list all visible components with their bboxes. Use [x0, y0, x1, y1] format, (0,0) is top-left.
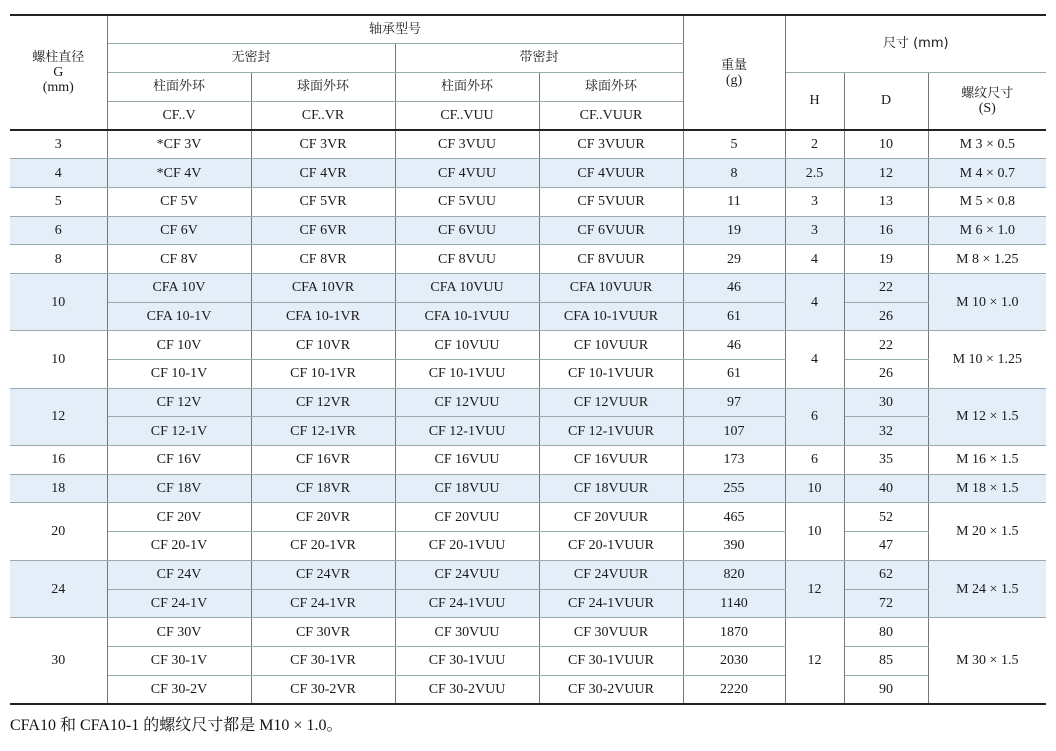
col-header-cylindrical-outer-sealed: 柱面外环 [395, 72, 539, 101]
cell-model-vuu: CF 12-1VUU [395, 417, 539, 446]
table-row [10, 675, 1046, 704]
cell-model-vr: CFA 10-1VR [251, 302, 395, 331]
cell-d: 47 [844, 532, 928, 561]
table-row [10, 560, 1046, 589]
cell-model-vuu: CF 10-1VUU [395, 360, 539, 389]
cell-model-vuu: CF 30-2VUU [395, 675, 539, 704]
col-header-bearing-model: 轴承型号 [107, 15, 683, 43]
cell-thread: M 5 × 0.8 [928, 187, 1046, 216]
thread-label: 螺纹尺寸 [961, 85, 1014, 101]
table-body [10, 130, 1046, 704]
cell-model-v: CF 12-1V [107, 417, 251, 446]
cell-model-vuur: CF 4VUUR [539, 159, 683, 188]
cell-model-vuur: CF 30VUUR [539, 618, 683, 647]
cell-model-v: CF 8V [107, 245, 251, 274]
cell-d: 40 [844, 474, 928, 503]
cell-h: 2.5 [785, 159, 844, 188]
col-header-unsealed: 无密封 [107, 43, 395, 72]
cell-model-vuu: CF 8VUU [395, 245, 539, 274]
table-row [10, 532, 1046, 561]
cell-h: 6 [785, 446, 844, 475]
cell-model-v: CF 18V [107, 474, 251, 503]
bearing-spec-table [10, 14, 1046, 705]
cell-d: 13 [844, 187, 928, 216]
cell-model-v: CF 30V [107, 618, 251, 647]
cell-model-vuur: CF 24-1VUUR [539, 589, 683, 618]
cell-model-vuu: CFA 10-1VUU [395, 302, 539, 331]
col-header-cylindrical-outer: 柱面外环 [107, 72, 251, 101]
cell-model-vuu: CFA 10VUU [395, 273, 539, 302]
cell-thread: M 4 × 0.7 [928, 159, 1046, 188]
cell-model-vuu: CF 4VUU [395, 159, 539, 188]
cell-model-vr: CF 6VR [251, 216, 395, 245]
table-row [10, 130, 1046, 159]
col-header-thread [928, 72, 1046, 130]
cell-model-vuur: CF 30-2VUUR [539, 675, 683, 704]
cell-model-vuu: CF 16VUU [395, 446, 539, 475]
cell-d: 52 [844, 503, 928, 532]
cell-stud-diameter: 18 [10, 474, 107, 503]
cell-model-vr: CF 24VR [251, 560, 395, 589]
cell-stud-diameter: 16 [10, 446, 107, 475]
cell-model-vr: CF 30VR [251, 618, 395, 647]
cell-h: 4 [785, 331, 844, 388]
cell-model-vuu: CF 5VUU [395, 187, 539, 216]
cell-model-vr: CF 16VR [251, 446, 395, 475]
col-code-v: CF..V [107, 101, 251, 130]
cell-model-v: CF 10-1V [107, 360, 251, 389]
cell-model-v: CF 30-1V [107, 646, 251, 675]
cell-model-v: *CF 3V [107, 130, 251, 159]
cell-stud-diameter: 10 [10, 273, 107, 330]
cell-weight: 19 [683, 216, 785, 245]
table-row [10, 388, 1046, 417]
cell-model-vuur: CF 18VUUR [539, 474, 683, 503]
cell-weight: 2030 [683, 646, 785, 675]
cell-model-vuur: CF 6VUUR [539, 216, 683, 245]
col-code-vr: CF..VR [251, 101, 395, 130]
cell-model-v: CF 24V [107, 560, 251, 589]
cell-h: 12 [785, 560, 844, 617]
cell-model-vuur: CF 12-1VUUR [539, 417, 683, 446]
cell-h: 4 [785, 273, 844, 330]
cell-model-vuur: CF 12VUUR [539, 388, 683, 417]
cell-d: 26 [844, 302, 928, 331]
spec-table-container [10, 14, 1046, 705]
cell-d: 22 [844, 331, 928, 360]
cell-h: 6 [785, 388, 844, 445]
cell-thread: M 10 × 1.0 [928, 273, 1046, 330]
cell-weight: 61 [683, 360, 785, 389]
cell-model-vuu: CF 20VUU [395, 503, 539, 532]
cell-d: 19 [844, 245, 928, 274]
col-header-h: H [785, 72, 844, 130]
cell-weight: 465 [683, 503, 785, 532]
table-header [10, 15, 1046, 130]
cell-stud-diameter: 3 [10, 130, 107, 159]
cell-model-vr: CF 30-1VR [251, 646, 395, 675]
table-row [10, 245, 1046, 274]
cell-h: 12 [785, 618, 844, 704]
cell-model-vuur: CF 5VUUR [539, 187, 683, 216]
cell-weight: 255 [683, 474, 785, 503]
col-header-stud-diameter [10, 15, 107, 130]
cell-model-vr: CF 5VR [251, 187, 395, 216]
cell-d: 30 [844, 388, 928, 417]
table-row [10, 474, 1046, 503]
cell-model-vuur: CF 24VUUR [539, 560, 683, 589]
table-row [10, 503, 1046, 532]
cell-model-v: CFA 10V [107, 273, 251, 302]
col-header-d: D [844, 72, 928, 130]
cell-model-vuur: CF 8VUUR [539, 245, 683, 274]
cell-d: 16 [844, 216, 928, 245]
table-row [10, 216, 1046, 245]
cell-d: 22 [844, 273, 928, 302]
cell-model-vr: CF 3VR [251, 130, 395, 159]
cell-h: 3 [785, 187, 844, 216]
cell-model-vuur: CF 10VUUR [539, 331, 683, 360]
cell-model-vr: CF 18VR [251, 474, 395, 503]
cell-stud-diameter: 4 [10, 159, 107, 188]
cell-thread: M 3 × 0.5 [928, 130, 1046, 159]
cell-d: 90 [844, 675, 928, 704]
cell-h: 4 [785, 245, 844, 274]
cell-model-vr: CF 12-1VR [251, 417, 395, 446]
cell-weight: 8 [683, 159, 785, 188]
cell-weight: 1870 [683, 618, 785, 647]
cell-model-vr: CF 10-1VR [251, 360, 395, 389]
cell-model-vuur: CF 10-1VUUR [539, 360, 683, 389]
cell-thread: M 16 × 1.5 [928, 446, 1046, 475]
cell-stud-diameter: 24 [10, 560, 107, 617]
stud-diameter-label: 螺柱直径 [32, 50, 85, 65]
cell-model-vuu: CF 12VUU [395, 388, 539, 417]
cell-model-vuur: CF 3VUUR [539, 130, 683, 159]
cell-model-vr: CF 8VR [251, 245, 395, 274]
cell-model-vr: CFA 10VR [251, 273, 395, 302]
table-row [10, 331, 1046, 360]
col-header-weight [683, 15, 785, 130]
cell-weight: 1140 [683, 589, 785, 618]
cell-weight: 46 [683, 273, 785, 302]
cell-model-vuu: CF 6VUU [395, 216, 539, 245]
cell-stud-diameter: 10 [10, 331, 107, 388]
cell-model-vuu: CF 3VUU [395, 130, 539, 159]
cell-d: 26 [844, 360, 928, 389]
cell-model-vr: CF 20VR [251, 503, 395, 532]
table-row [10, 360, 1046, 389]
cell-model-vuur: CFA 10-1VUUR [539, 302, 683, 331]
cell-stud-diameter: 12 [10, 388, 107, 445]
cell-stud-diameter: 6 [10, 216, 107, 245]
cell-thread: M 6 × 1.0 [928, 216, 1046, 245]
col-header-dimensions: 尺寸 (mm) [785, 15, 1046, 72]
table-row [10, 187, 1046, 216]
cell-d: 10 [844, 130, 928, 159]
cell-model-v: CF 12V [107, 388, 251, 417]
cell-weight: 107 [683, 417, 785, 446]
cell-h: 10 [785, 503, 844, 560]
cell-model-vuur: CF 20-1VUUR [539, 532, 683, 561]
cell-model-vuu: CF 24VUU [395, 560, 539, 589]
col-code-vuu: CF..VUU [395, 101, 539, 130]
cell-model-vuu: CF 18VUU [395, 474, 539, 503]
cell-model-vuu: CF 30-1VUU [395, 646, 539, 675]
cell-model-vuur: CFA 10VUUR [539, 273, 683, 302]
cell-weight: 2220 [683, 675, 785, 704]
cell-model-v: *CF 4V [107, 159, 251, 188]
cell-weight: 11 [683, 187, 785, 216]
cell-weight: 390 [683, 532, 785, 561]
col-header-spherical-outer: 球面外环 [251, 72, 395, 101]
col-code-vuur: CF..VUUR [539, 101, 683, 130]
cell-weight: 173 [683, 446, 785, 475]
cell-weight: 5 [683, 130, 785, 159]
cell-model-vr: CF 30-2VR [251, 675, 395, 704]
cell-model-vr: CF 10VR [251, 331, 395, 360]
cell-model-vuu: CF 24-1VUU [395, 589, 539, 618]
cell-model-v: CF 30-2V [107, 675, 251, 704]
cell-stud-diameter: 30 [10, 618, 107, 704]
cell-model-vr: CF 20-1VR [251, 532, 395, 561]
cell-d: 32 [844, 417, 928, 446]
cell-thread: M 8 × 1.25 [928, 245, 1046, 274]
cell-thread: M 12 × 1.5 [928, 388, 1046, 445]
cell-d: 12 [844, 159, 928, 188]
cell-model-vuur: CF 16VUUR [539, 446, 683, 475]
cell-weight: 820 [683, 560, 785, 589]
cell-h: 2 [785, 130, 844, 159]
table-row [10, 589, 1046, 618]
cell-model-v: CF 24-1V [107, 589, 251, 618]
cell-model-v: CF 20V [107, 503, 251, 532]
thread-symbol: (S) [978, 100, 996, 116]
cell-model-vuur: CF 20VUUR [539, 503, 683, 532]
table-row [10, 302, 1046, 331]
cell-stud-diameter: 5 [10, 187, 107, 216]
cell-h: 10 [785, 474, 844, 503]
stud-diameter-unit: (mm) [42, 80, 74, 95]
table-row [10, 273, 1046, 302]
cell-model-vr: CF 4VR [251, 159, 395, 188]
cell-weight: 29 [683, 245, 785, 274]
weight-label: 重量 [721, 57, 748, 73]
cell-stud-diameter: 20 [10, 503, 107, 560]
cell-weight: 61 [683, 302, 785, 331]
table-row [10, 446, 1046, 475]
cell-d: 85 [844, 646, 928, 675]
cell-model-vuu: CF 30VUU [395, 618, 539, 647]
cell-d: 62 [844, 560, 928, 589]
cell-weight: 46 [683, 331, 785, 360]
cell-thread: M 20 × 1.5 [928, 503, 1046, 560]
cell-model-v: CF 5V [107, 187, 251, 216]
table-row [10, 417, 1046, 446]
footnote: CFA10 和 CFA10-1 的螺纹尺寸都是 M10 × 1.0。 [10, 717, 343, 734]
cell-model-vuu: CF 10VUU [395, 331, 539, 360]
cell-h: 3 [785, 216, 844, 245]
cell-weight: 97 [683, 388, 785, 417]
table-row [10, 159, 1046, 188]
cell-thread: M 10 × 1.25 [928, 331, 1046, 388]
cell-model-vuur: CF 30-1VUUR [539, 646, 683, 675]
table-row [10, 618, 1046, 647]
cell-model-v: CF 16V [107, 446, 251, 475]
cell-model-v: CF 6V [107, 216, 251, 245]
cell-thread: M 18 × 1.5 [928, 474, 1046, 503]
weight-unit: (g) [725, 72, 743, 88]
cell-d: 80 [844, 618, 928, 647]
cell-model-vr: CF 12VR [251, 388, 395, 417]
cell-thread: M 24 × 1.5 [928, 560, 1046, 617]
cell-stud-diameter: 8 [10, 245, 107, 274]
cell-model-vuu: CF 20-1VUU [395, 532, 539, 561]
table-row [10, 646, 1046, 675]
cell-thread: M 30 × 1.5 [928, 618, 1046, 704]
cell-model-vr: CF 24-1VR [251, 589, 395, 618]
stud-diameter-symbol: G [53, 65, 64, 80]
cell-model-v: CFA 10-1V [107, 302, 251, 331]
cell-model-v: CF 20-1V [107, 532, 251, 561]
cell-model-v: CF 10V [107, 331, 251, 360]
cell-d: 35 [844, 446, 928, 475]
col-header-spherical-outer-sealed: 球面外环 [539, 72, 683, 101]
cell-d: 72 [844, 589, 928, 618]
col-header-sealed: 带密封 [395, 43, 683, 72]
